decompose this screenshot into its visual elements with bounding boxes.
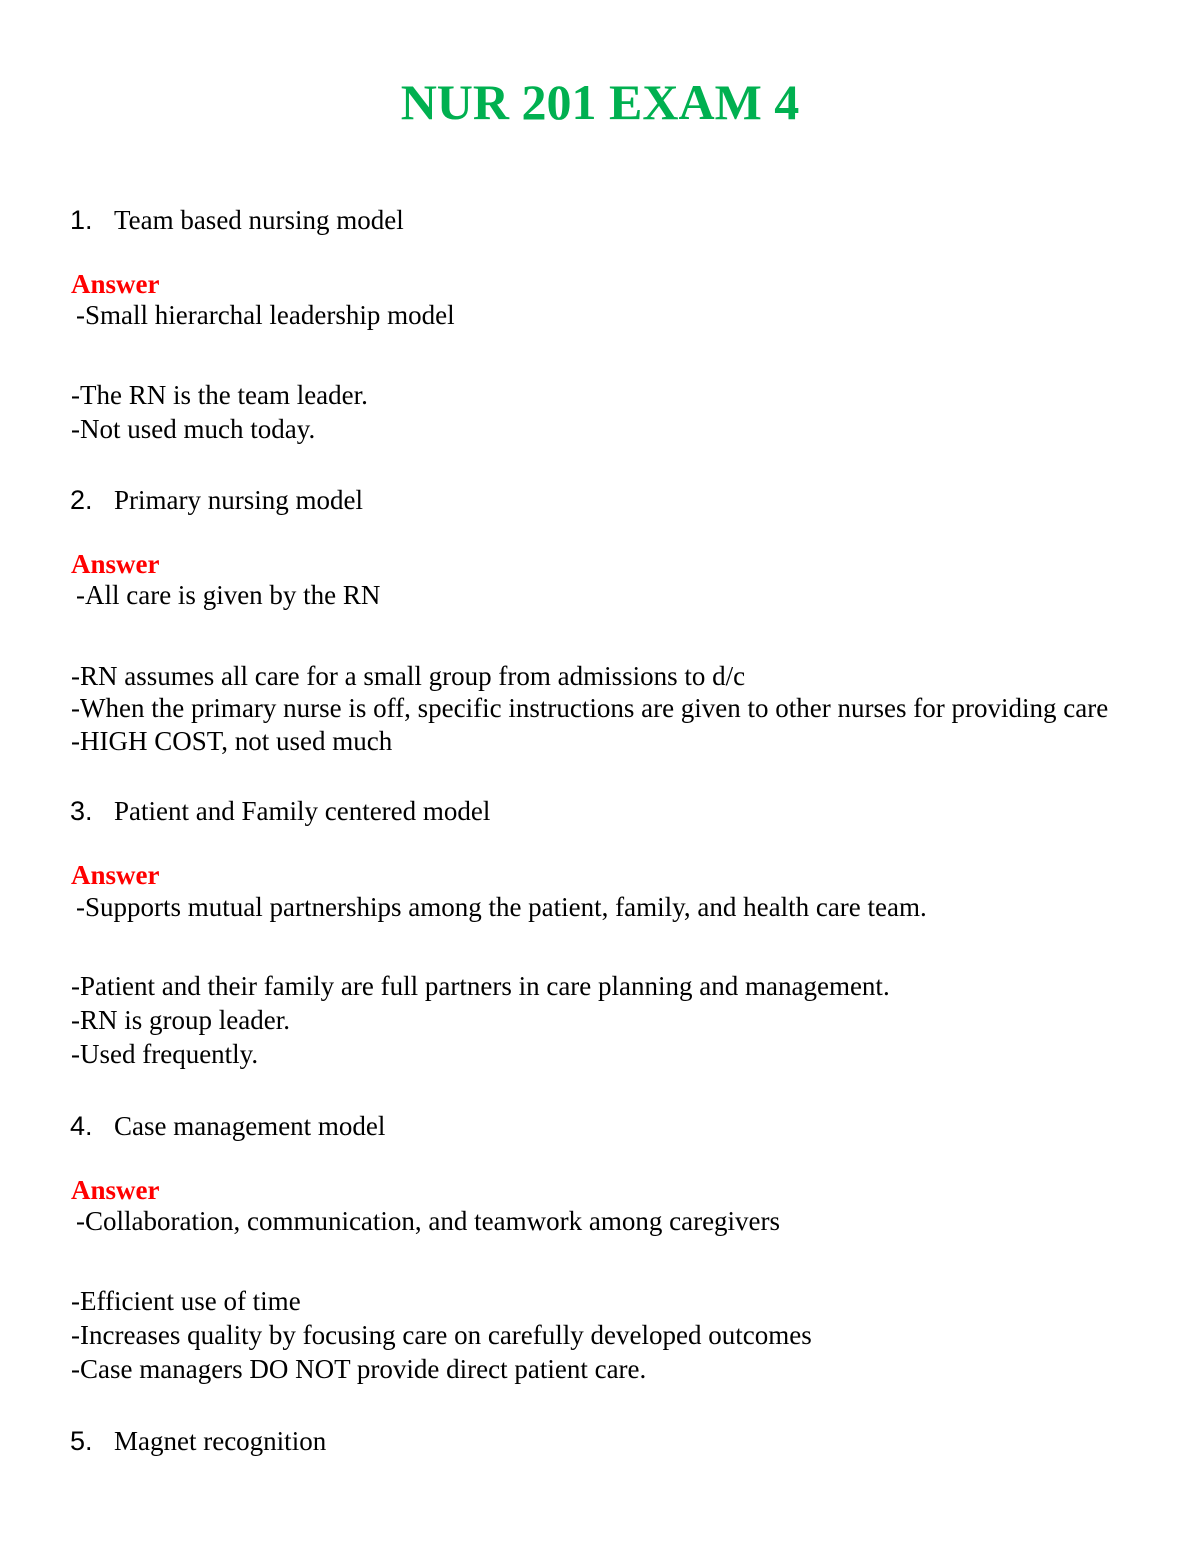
question-4: [70, 1109, 385, 1143]
question-text: Patient and Family centered model: [114, 796, 491, 826]
question-text: Magnet recognition: [114, 1426, 327, 1456]
answer-detail: -Patient and their family are full partners in care planning and management.: [71, 971, 890, 1001]
question-text: Case management model: [114, 1111, 386, 1141]
answer-detail: -Case managers DO NOT provide direct patient care.: [71, 1354, 647, 1384]
answer-detail: -Efficient use of time: [71, 1286, 301, 1316]
answer-detail: -The RN is the team leader.: [71, 380, 368, 410]
answer-detail: -When the primary nurse is off, specific instructions are given to other nurses for providing care: [71, 693, 1109, 723]
answer-label: Answer: [71, 1175, 160, 1205]
answer-detail: -RN assumes all care for a small group from admissions to d/c: [71, 661, 746, 691]
answer-line: -Supports mutual partnerships among the patient, family, and health care team.: [76, 892, 927, 922]
answer-detail: -RN is group leader.: [71, 1005, 290, 1035]
question-number: 1.: [70, 205, 93, 235]
answer-line: -All care is given by the RN: [76, 580, 381, 610]
answer-line: -Collaboration, communication, and teamwork among caregivers: [76, 1206, 781, 1236]
question-number: 3.: [70, 796, 93, 826]
answer-detail: -Not used much today.: [71, 414, 316, 444]
question-number: 2.: [70, 485, 93, 515]
answer-label: Answer: [71, 860, 160, 890]
answer-detail: -Increases quality by focusing care on carefully developed outcomes: [71, 1320, 812, 1350]
question-text: Primary nursing model: [114, 485, 363, 515]
page-title: NUR 201 EXAM 4: [400, 74, 800, 130]
question-number: 4.: [70, 1111, 93, 1141]
question-5: [70, 1424, 326, 1458]
answer-line: -Small hierarchal leadership model: [76, 300, 455, 330]
answer-label: Answer: [71, 549, 160, 579]
answer-detail: -Used frequently.: [71, 1039, 259, 1069]
question-1: [70, 203, 404, 237]
question-2: [70, 483, 363, 517]
question-text: Team based nursing model: [114, 205, 404, 235]
answer-detail: -HIGH COST, not used much: [71, 726, 393, 756]
question-number: 5.: [70, 1426, 93, 1456]
question-3: [70, 794, 490, 828]
answer-label: Answer: [71, 269, 160, 299]
